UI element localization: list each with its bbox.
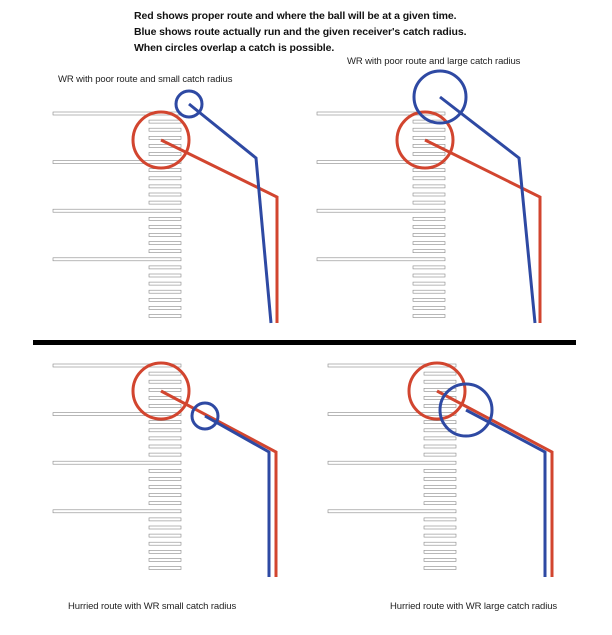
hash-mark [424, 526, 456, 529]
caption-bottom-left: Hurried route with WR small catch radius [68, 601, 237, 612]
hash-mark [149, 185, 181, 188]
hash-mark [149, 437, 181, 440]
divider-bar [33, 340, 576, 345]
hash-mark [149, 177, 181, 180]
hash-mark [424, 486, 456, 489]
hash-mark [413, 298, 445, 301]
hash-mark [413, 225, 445, 228]
hash-mark [413, 290, 445, 293]
hash-mark [149, 445, 181, 448]
field-bottom-right [328, 364, 456, 570]
hash-mark [149, 542, 181, 545]
hash-mark [149, 298, 181, 301]
yard-line [317, 258, 445, 261]
hash-mark [149, 193, 181, 196]
hash-mark [149, 494, 181, 497]
hash-mark [424, 445, 456, 448]
yard-line [53, 209, 181, 212]
hash-mark [149, 306, 181, 309]
hash-mark [149, 550, 181, 553]
hash-mark [149, 217, 181, 220]
hash-mark [149, 405, 181, 408]
hash-mark [149, 429, 181, 432]
hash-mark [424, 453, 456, 456]
field-top-left [53, 112, 181, 318]
yard-line [53, 413, 181, 416]
hash-mark [149, 469, 181, 472]
hash-mark [149, 120, 181, 123]
hash-mark [424, 494, 456, 497]
hash-mark [149, 136, 181, 139]
hash-mark [424, 469, 456, 472]
hash-mark [149, 201, 181, 204]
hash-mark [149, 518, 181, 521]
hash-mark [149, 315, 181, 318]
hash-mark [149, 526, 181, 529]
yard-line [328, 413, 456, 416]
yard-line [317, 209, 445, 212]
proper-route-top-left [161, 140, 277, 323]
hash-mark [149, 534, 181, 537]
hash-mark [413, 193, 445, 196]
hash-mark [149, 502, 181, 505]
hash-mark [424, 502, 456, 505]
hash-mark [149, 128, 181, 131]
hash-mark [424, 477, 456, 480]
hash-mark [149, 266, 181, 269]
hash-mark [413, 153, 445, 156]
actual-route-top-left [189, 104, 271, 323]
hash-mark [413, 282, 445, 285]
field-top-right [317, 112, 445, 318]
yard-line [53, 461, 181, 464]
hash-mark [424, 518, 456, 521]
hash-mark [424, 372, 456, 375]
hash-mark [424, 380, 456, 383]
hash-mark [413, 201, 445, 204]
yard-line [53, 510, 181, 513]
caption-top-right: WR with poor route and large catch radius [347, 56, 521, 67]
yard-line [328, 461, 456, 464]
hash-mark [149, 388, 181, 391]
legend-line-blue: Blue shows route actually run and the given receiver's catch radius. [134, 26, 467, 38]
hash-mark [149, 477, 181, 480]
hash-mark [149, 153, 181, 156]
hash-mark [149, 250, 181, 253]
hash-mark [424, 437, 456, 440]
hash-mark [424, 550, 456, 553]
hash-mark [149, 567, 181, 570]
actual-route-bottom-right [466, 410, 545, 577]
caption-top-left: WR with poor route and small catch radius [58, 74, 233, 85]
hash-mark [149, 558, 181, 561]
field-bottom-left [53, 364, 181, 570]
hash-mark [424, 421, 456, 424]
hash-mark [413, 242, 445, 245]
hash-mark [149, 234, 181, 237]
legend-line-overlap: When circles overlap a catch is possible. [134, 42, 335, 54]
yard-line [53, 161, 181, 164]
hash-mark [149, 225, 181, 228]
hash-mark [413, 185, 445, 188]
hash-mark [413, 266, 445, 269]
hash-mark [413, 128, 445, 131]
hash-mark [413, 234, 445, 237]
hash-mark [149, 282, 181, 285]
hash-mark [413, 274, 445, 277]
hash-mark [413, 177, 445, 180]
hash-mark [424, 567, 456, 570]
caption-bottom-right: Hurried route with WR large catch radius [390, 601, 558, 612]
hash-mark [413, 250, 445, 253]
proper-route-bottom-right [437, 391, 552, 577]
hash-mark [424, 542, 456, 545]
hash-mark [149, 380, 181, 383]
hash-mark [149, 242, 181, 245]
hash-mark [149, 453, 181, 456]
hash-mark [149, 421, 181, 424]
hash-mark [149, 486, 181, 489]
hash-mark [424, 534, 456, 537]
yard-line [328, 510, 456, 513]
actual-route-bottom-left [205, 416, 269, 577]
hash-mark [149, 372, 181, 375]
hash-mark [149, 274, 181, 277]
routes [133, 71, 552, 577]
yard-line [53, 258, 181, 261]
hash-mark [413, 306, 445, 309]
hash-mark [149, 290, 181, 293]
legend-line-red: Red shows proper route and where the ball will be at a given time. [134, 10, 457, 22]
hash-mark [424, 558, 456, 561]
hash-mark [413, 136, 445, 139]
yard-line [317, 161, 445, 164]
actual-route-top-right [440, 97, 535, 323]
proper-route-top-right [425, 140, 540, 323]
hash-mark [413, 315, 445, 318]
hash-mark [413, 217, 445, 220]
